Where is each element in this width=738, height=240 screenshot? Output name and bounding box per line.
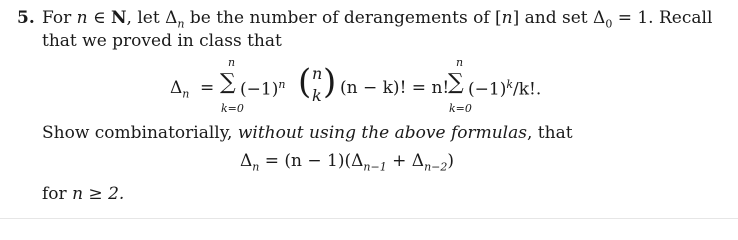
text-fragment: For	[42, 8, 77, 28]
delta-symbol: Δ	[593, 8, 606, 28]
math-var: n	[501, 8, 513, 28]
condition: n ≥ 2.	[72, 184, 125, 204]
sum-lower-limit: k=0	[221, 102, 244, 115]
text-fragment: ] and set	[512, 8, 594, 28]
math-var: n	[76, 8, 88, 28]
recurrence-formula	[240, 151, 454, 173]
subscript: n	[252, 160, 260, 174]
problem-number: 5.	[17, 8, 35, 28]
summation-symbol: ∑	[448, 70, 464, 95]
math-op: ∈	[87, 8, 111, 28]
subscript: 0	[605, 17, 613, 31]
text-fragment: be the number of derangements of [	[184, 8, 502, 28]
binom-bottom: k	[312, 86, 322, 105]
subscript: n	[177, 17, 185, 31]
delta-symbol: Δ	[165, 8, 178, 28]
naturals-symbol: N	[111, 8, 127, 28]
problem-statement-line-3	[42, 123, 573, 143]
binom-right-paren: )	[323, 62, 337, 102]
alternating-term: $(-1)^k/k$!.	[468, 78, 542, 100]
derangement-formula	[170, 56, 590, 118]
sum-upper-limit: n	[228, 56, 236, 69]
binom-left-paren: (	[298, 62, 312, 102]
lhs-delta: $\Delta_n$	[170, 78, 190, 101]
text-fragment: = 1. Recall	[612, 8, 713, 28]
summation-symbol: ∑	[220, 70, 236, 95]
math-fragment: )	[447, 151, 455, 171]
subscript: n−1	[363, 160, 387, 174]
problem-statement-line-2: that we proved in class that	[42, 31, 282, 51]
factorial-term: (n − k)! = n!	[340, 78, 450, 98]
text-fragment: , let	[126, 8, 166, 28]
delta-symbol: Δ	[240, 151, 253, 171]
equals-sign: =	[200, 78, 215, 98]
text-fragment: , that	[526, 123, 573, 143]
binom-top: n	[312, 64, 323, 83]
text-fragment: for	[42, 184, 73, 204]
subscript: n−2	[424, 160, 448, 174]
divider	[0, 218, 738, 219]
emphasized-text: without using the above formulas	[237, 123, 527, 143]
sign-term: $(-1)^n$	[240, 78, 286, 100]
text-fragment: Show combinatorially,	[42, 123, 238, 143]
sum-upper-limit: n	[456, 56, 464, 69]
math-fragment: = (n − 1)(Δ	[259, 151, 364, 171]
sum-lower-limit: k=0	[449, 102, 472, 115]
problem-statement-line-4	[42, 184, 124, 204]
math-fragment: + Δ	[386, 151, 425, 171]
